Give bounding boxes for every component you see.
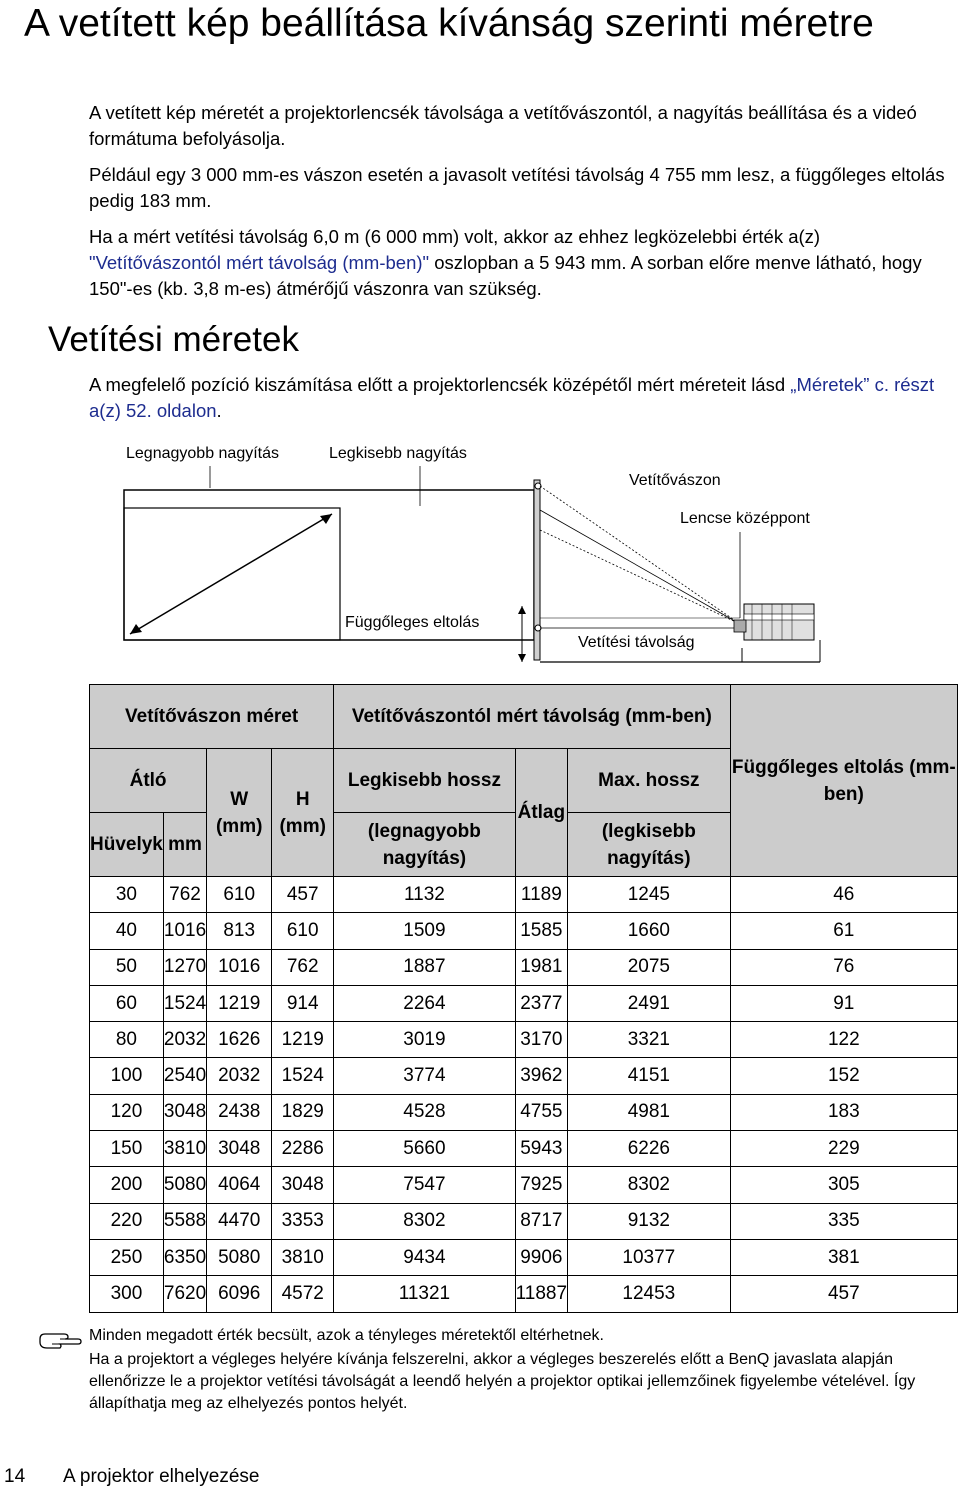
cell-inch: 300 <box>90 1276 164 1312</box>
cell-w: 1219 <box>207 985 272 1021</box>
cell-max-length: 4981 <box>568 1094 731 1130</box>
table-row <box>90 1203 958 1239</box>
cell-max-length: 2491 <box>568 985 731 1021</box>
cell-h: 914 <box>272 985 334 1021</box>
cell-h: 1219 <box>272 1022 334 1058</box>
diagonal-arrowhead-top <box>320 514 332 524</box>
cell-vertical-offset: 335 <box>730 1203 957 1239</box>
cell-h: 762 <box>272 949 334 985</box>
projection-dimensions-table <box>89 684 958 1313</box>
cell-vertical-offset: 46 <box>730 877 957 913</box>
screen-side <box>534 480 540 660</box>
table-body <box>90 877 958 1313</box>
cell-max-length: 12453 <box>568 1276 731 1312</box>
cell-inch: 100 <box>90 1058 164 1094</box>
cell-w: 5080 <box>207 1239 272 1275</box>
page-number: 14 <box>4 1466 26 1487</box>
measurement-paragraph <box>89 224 949 302</box>
measurement-text-a: Ha a mért vetítési távolság 6,0 m (6 000 mm) volt, akkor az ehhez legközelebbi érték a(z) <box>89 226 821 247</box>
cell-inch: 30 <box>90 877 164 913</box>
header-min-length: Legkisebb hossz <box>334 749 515 813</box>
table-row <box>90 913 958 949</box>
dimensions-link[interactable]: „Méretek” c. részt a(z) 52. oldalon <box>89 374 935 421</box>
cell-max-length: 6226 <box>568 1131 731 1167</box>
distance-column-link[interactable]: "Vetítővászontól mért távolság (mm-ben)" <box>89 252 430 273</box>
max-zoom-screen-outline <box>124 490 534 640</box>
cell-average: 3170 <box>515 1022 567 1058</box>
cell-max-length: 9132 <box>568 1203 731 1239</box>
cell-h: 1524 <box>272 1058 334 1094</box>
cell-mm: 1524 <box>163 985 206 1021</box>
table-row <box>90 1094 958 1130</box>
cell-h: 610 <box>272 913 334 949</box>
cell-average: 9906 <box>515 1239 567 1275</box>
cell-inch: 220 <box>90 1203 164 1239</box>
projection-diagram <box>0 440 960 680</box>
cell-average: 2377 <box>515 985 567 1021</box>
diagonal-arrowhead-bottom <box>130 624 142 634</box>
cell-h: 3353 <box>272 1203 334 1239</box>
cell-mm: 2540 <box>163 1058 206 1094</box>
cell-min-length: 4528 <box>334 1094 515 1130</box>
section-text-a: A megfelelő pozíció kiszámítása előtt a projektorlencsék középétől mért méreteit lásd <box>89 374 791 395</box>
cell-inch: 200 <box>90 1167 164 1203</box>
measurement-text-b: oszlopban a 5 943 mm. A sorban előre menve látható, hogy 150"-es (kb. 3,8 m-es) átmérőjű vászonra van szükség. <box>89 252 922 299</box>
cell-mm: 762 <box>163 877 206 913</box>
table-row <box>90 1131 958 1167</box>
cell-w: 2438 <box>207 1094 272 1130</box>
cell-average: 1189 <box>515 877 567 913</box>
cell-vertical-offset: 61 <box>730 913 957 949</box>
table-row <box>90 1058 958 1094</box>
cell-min-length: 1509 <box>334 913 515 949</box>
cell-average: 1981 <box>515 949 567 985</box>
cell-mm: 7620 <box>163 1276 206 1312</box>
cell-max-length: 1660 <box>568 913 731 949</box>
cell-inch: 250 <box>90 1239 164 1275</box>
table-row <box>90 877 958 913</box>
header-mm: mm <box>163 813 206 877</box>
cell-average: 11887 <box>515 1276 567 1312</box>
cell-vertical-offset: 152 <box>730 1058 957 1094</box>
header-h: H (mm) <box>272 749 334 877</box>
cell-inch: 50 <box>90 949 164 985</box>
cell-min-length: 8302 <box>334 1203 515 1239</box>
table-row <box>90 1167 958 1203</box>
cell-max-length: 3321 <box>568 1022 731 1058</box>
cell-mm: 3810 <box>163 1131 206 1167</box>
table-row <box>90 1239 958 1275</box>
cell-min-length: 9434 <box>334 1239 515 1275</box>
header-distance: Vetítővászontól mért távolság (mm-ben) <box>334 685 730 749</box>
cell-vertical-offset: 457 <box>730 1276 957 1312</box>
cell-mm: 5588 <box>163 1203 206 1239</box>
note-line-1: Minden megadott érték becsült, azok a tényleges méretektől eltérhetnek. <box>89 1327 604 1344</box>
header-inch: Hüvelyk <box>90 813 164 877</box>
cell-inch: 80 <box>90 1022 164 1058</box>
cell-mm: 1016 <box>163 913 206 949</box>
table-row <box>90 949 958 985</box>
cell-vertical-offset: 183 <box>730 1094 957 1130</box>
cell-min-length: 3774 <box>334 1058 515 1094</box>
cell-inch: 60 <box>90 985 164 1021</box>
header-max-length-sub: (legkisebb nagyítás) <box>568 813 731 877</box>
cell-w: 1016 <box>207 949 272 985</box>
cell-w: 3048 <box>207 1131 272 1167</box>
cell-h: 3048 <box>272 1167 334 1203</box>
cell-average: 3962 <box>515 1058 567 1094</box>
projection-distance-label: Vetítési távolság <box>578 634 695 651</box>
cell-w: 1626 <box>207 1022 272 1058</box>
pointing-hand-icon <box>38 1326 84 1350</box>
header-min-length-sub: (legnagyobb nagyítás) <box>334 813 515 877</box>
cell-min-length: 3019 <box>334 1022 515 1058</box>
table-row <box>90 1276 958 1312</box>
cell-mm: 6350 <box>163 1239 206 1275</box>
header-max-length: Max. hossz <box>568 749 731 813</box>
header-diagonal: Átló <box>90 749 207 813</box>
min-zoom-label: Legkisebb nagyítás <box>329 445 467 462</box>
cell-max-length: 8302 <box>568 1167 731 1203</box>
cell-vertical-offset: 91 <box>730 985 957 1021</box>
cell-average: 1585 <box>515 913 567 949</box>
intro-paragraph: A vetített kép méretét a projektorlencsék távolsága a vetítővászontól, a nagyítás beállítása és a videó formátuma befolyásolja. <box>89 102 917 149</box>
cell-w: 4470 <box>207 1203 272 1239</box>
cell-w: 2032 <box>207 1058 272 1094</box>
cell-w: 610 <box>207 877 272 913</box>
header-vertical-offset: Függőleges eltolás (mm-ben) <box>730 685 957 877</box>
vertical-offset-label: Függőleges eltolás <box>345 614 480 631</box>
cell-mm: 1270 <box>163 949 206 985</box>
cell-average: 5943 <box>515 1131 567 1167</box>
table-row <box>90 1022 958 1058</box>
cell-min-length: 11321 <box>334 1276 515 1312</box>
page-title: A vetített kép beállítása kívánság szerinti méretre <box>24 2 874 45</box>
cell-max-length: 1245 <box>568 877 731 913</box>
header-w: W (mm) <box>207 749 272 877</box>
cell-w: 4064 <box>207 1167 272 1203</box>
cell-h: 1829 <box>272 1094 334 1130</box>
cell-inch: 40 <box>90 913 164 949</box>
cell-max-length: 4151 <box>568 1058 731 1094</box>
cell-max-length: 2075 <box>568 949 731 985</box>
cell-min-length: 1887 <box>334 949 515 985</box>
diagonal-line <box>130 514 332 634</box>
cell-vertical-offset: 381 <box>730 1239 957 1275</box>
example-paragraph: Például egy 3 000 mm-es vászon esetén a javasolt vetítési távolság 4 755 mm lesz, a függőleges eltolás pedig 183 mm. <box>89 164 945 211</box>
cell-mm: 5080 <box>163 1167 206 1203</box>
cell-max-length: 10377 <box>568 1239 731 1275</box>
table-row <box>90 985 958 1021</box>
cell-average: 8717 <box>515 1203 567 1239</box>
cell-w: 6096 <box>207 1276 272 1312</box>
cell-min-length: 7547 <box>334 1167 515 1203</box>
header-screen-size: Vetítővászon méret <box>90 685 334 749</box>
section-title: Vetítési méretek <box>48 320 299 359</box>
cell-average: 4755 <box>515 1094 567 1130</box>
cell-min-length: 5660 <box>334 1131 515 1167</box>
note-line-2: Ha a projektort a végleges helyére kívánja felszerelni, akkor a végleges beszerelés előtt a BenQ javaslata alapján ellenőrizze le a projektor vetítési távolságát a leendő helyén a projektor optikai jellemzőinek figyelembe vételével. Így állapíthatja meg az elhelyezés pontos helyét. <box>89 1351 916 1412</box>
cell-inch: 120 <box>90 1094 164 1130</box>
cell-vertical-offset: 76 <box>730 949 957 985</box>
lens-center-label: Lencse középpont <box>680 510 810 527</box>
cell-inch: 150 <box>90 1131 164 1167</box>
projector-lens <box>734 620 746 632</box>
cell-vertical-offset: 122 <box>730 1022 957 1058</box>
section-text-b: . <box>216 400 222 421</box>
screen-label: Vetítővászon <box>629 472 721 489</box>
footer-section: A projektor elhelyezése <box>63 1466 260 1487</box>
cell-vertical-offset: 305 <box>730 1167 957 1203</box>
cell-h: 4572 <box>272 1276 334 1312</box>
section-paragraph <box>89 372 949 424</box>
max-zoom-label: Legnagyobb nagyítás <box>126 445 280 462</box>
cell-min-length: 1132 <box>334 877 515 913</box>
cell-w: 813 <box>207 913 272 949</box>
projector-body <box>744 604 814 640</box>
header-average: Átlag <box>515 749 567 877</box>
cell-average: 7925 <box>515 1167 567 1203</box>
cell-vertical-offset: 229 <box>730 1131 957 1167</box>
cell-h: 3810 <box>272 1239 334 1275</box>
cell-h: 457 <box>272 877 334 913</box>
cell-min-length: 2264 <box>334 985 515 1021</box>
cell-h: 2286 <box>272 1131 334 1167</box>
cell-mm: 3048 <box>163 1094 206 1130</box>
cell-mm: 2032 <box>163 1022 206 1058</box>
